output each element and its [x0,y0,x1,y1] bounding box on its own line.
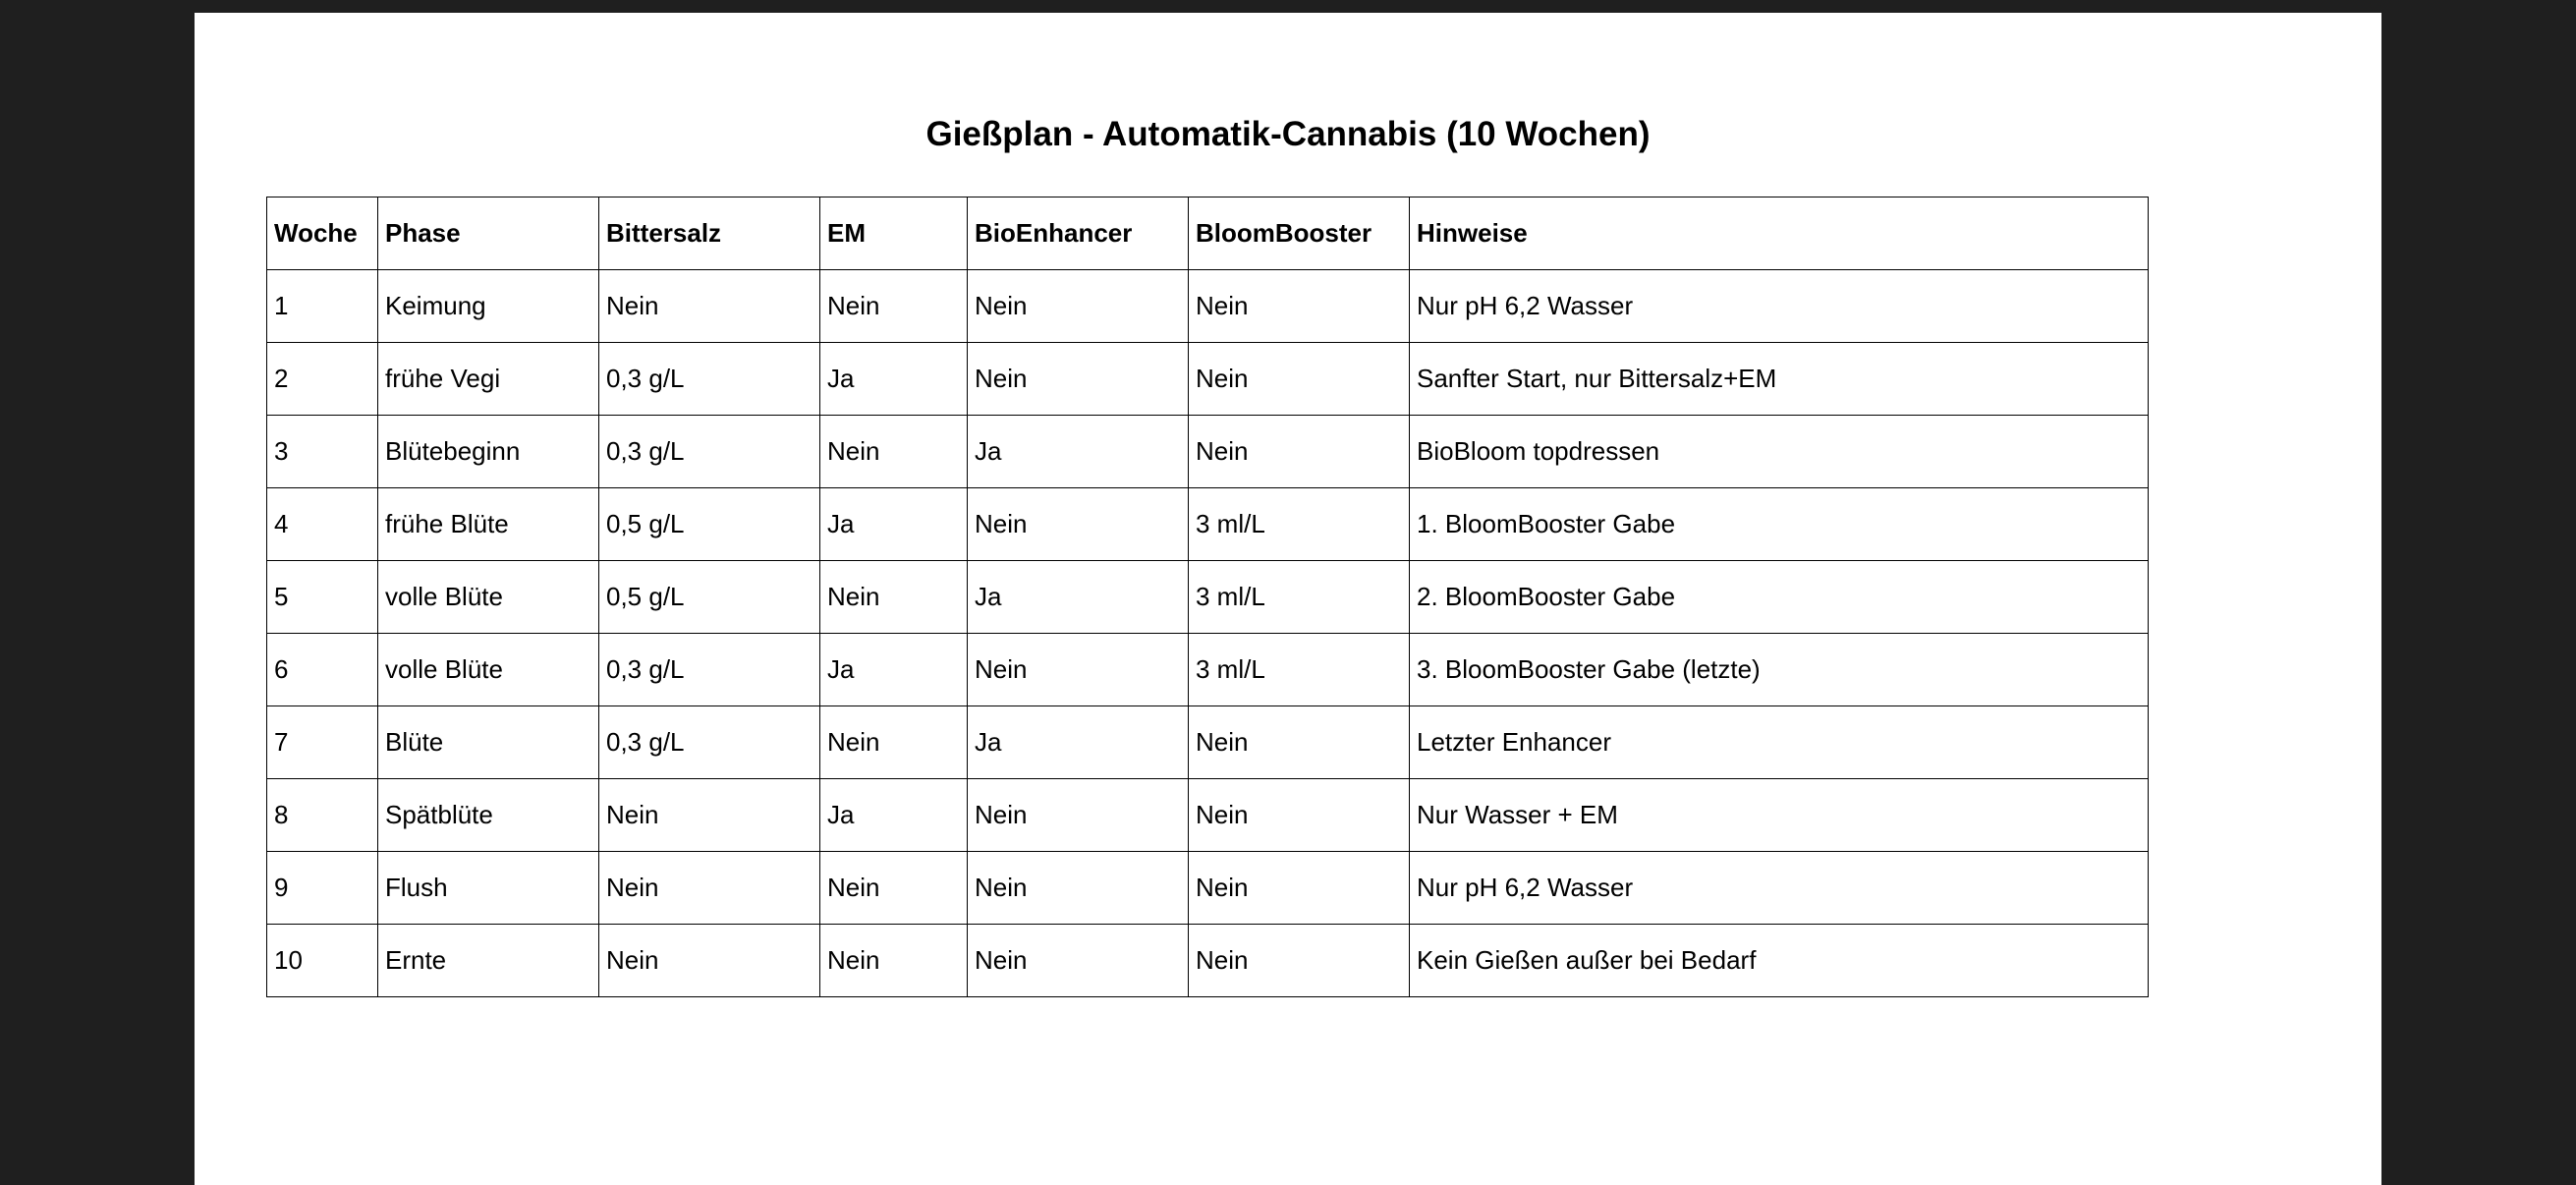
cell-em: Nein [820,561,968,634]
cell-bittersalz: Nein [599,925,820,997]
cell-phase: Spätblüte [378,779,599,852]
cell-bioenhancer: Ja [968,416,1189,488]
header-bittersalz: Bittersalz [599,198,820,270]
cell-bioenhancer: Nein [968,634,1189,706]
cell-woche: 7 [267,706,378,779]
cell-woche: 9 [267,852,378,925]
cell-em: Ja [820,779,968,852]
cell-phase: Blütebeginn [378,416,599,488]
cell-bittersalz: 0,3 g/L [599,634,820,706]
cell-woche: 1 [267,270,378,343]
cell-bloombooster: 3 ml/L [1189,561,1410,634]
table-row [267,270,2149,343]
table-row [267,416,2149,488]
cell-bittersalz: 0,3 g/L [599,343,820,416]
cell-phase: Flush [378,852,599,925]
cell-bittersalz: 0,5 g/L [599,488,820,561]
document-title: Gießplan - Automatik-Cannabis (10 Wochen) [925,115,1651,153]
cell-bittersalz: 0,3 g/L [599,416,820,488]
cell-bittersalz: 0,3 g/L [599,706,820,779]
cell-em: Nein [820,270,968,343]
cell-bioenhancer: Nein [968,270,1189,343]
cell-bloombooster: Nein [1189,852,1410,925]
cell-em: Ja [820,634,968,706]
cell-woche: 2 [267,343,378,416]
cell-bioenhancer: Nein [968,779,1189,852]
header-woche: Woche [267,198,378,270]
document-page [195,13,2381,1185]
cell-hinweise: Sanfter Start, nur Bittersalz+EM [1410,343,2149,416]
cell-bittersalz: 0,5 g/L [599,561,820,634]
cell-bittersalz: Nein [599,270,820,343]
cell-hinweise: 3. BloomBooster Gabe (letzte) [1410,634,2149,706]
cell-bloombooster: Nein [1189,270,1410,343]
table-row [267,634,2149,706]
table-row [267,779,2149,852]
cell-woche: 6 [267,634,378,706]
cell-bittersalz: Nein [599,779,820,852]
cell-bloombooster: Nein [1189,416,1410,488]
cell-woche: 4 [267,488,378,561]
cell-em: Nein [820,925,968,997]
cell-bloombooster: Nein [1189,779,1410,852]
cell-em: Nein [820,852,968,925]
cell-phase: frühe Blüte [378,488,599,561]
cell-hinweise: Nur Wasser + EM [1410,779,2149,852]
header-em: EM [820,198,968,270]
cell-bioenhancer: Nein [968,488,1189,561]
cell-em: Nein [820,706,968,779]
cell-bioenhancer: Ja [968,706,1189,779]
watering-schedule-table [266,197,2149,997]
cell-bloombooster: 3 ml/L [1189,488,1410,561]
cell-hinweise: Letzter Enhancer [1410,706,2149,779]
cell-em: Ja [820,488,968,561]
cell-woche: 8 [267,779,378,852]
table-row [267,488,2149,561]
cell-bioenhancer: Nein [968,925,1189,997]
cell-phase: Ernte [378,925,599,997]
table-row [267,706,2149,779]
cell-phase: Blüte [378,706,599,779]
cell-bloombooster: 3 ml/L [1189,634,1410,706]
table-header-row [267,198,2149,270]
header-hinweise: Hinweise [1410,198,2149,270]
cell-woche: 10 [267,925,378,997]
cell-bioenhancer: Nein [968,343,1189,416]
cell-bittersalz: Nein [599,852,820,925]
cell-bioenhancer: Ja [968,561,1189,634]
cell-hinweise: 2. BloomBooster Gabe [1410,561,2149,634]
cell-phase: Keimung [378,270,599,343]
cell-phase: volle Blüte [378,561,599,634]
cell-woche: 5 [267,561,378,634]
cell-bioenhancer: Nein [968,852,1189,925]
header-bioenhancer: BioEnhancer [968,198,1189,270]
table-row [267,343,2149,416]
cell-em: Nein [820,416,968,488]
cell-hinweise: Nur pH 6,2 Wasser [1410,852,2149,925]
cell-bloombooster: Nein [1189,343,1410,416]
table-row [267,561,2149,634]
cell-hinweise: Nur pH 6,2 Wasser [1410,270,2149,343]
table-row [267,925,2149,997]
cell-em: Ja [820,343,968,416]
header-bloombooster: BloomBooster [1189,198,1410,270]
cell-hinweise: Kein Gießen außer bei Bedarf [1410,925,2149,997]
header-phase: Phase [378,198,599,270]
table-row [267,852,2149,925]
cell-phase: volle Blüte [378,634,599,706]
cell-hinweise: 1. BloomBooster Gabe [1410,488,2149,561]
cell-bloombooster: Nein [1189,925,1410,997]
cell-hinweise: BioBloom topdressen [1410,416,2149,488]
cell-phase: frühe Vegi [378,343,599,416]
cell-bloombooster: Nein [1189,706,1410,779]
cell-woche: 3 [267,416,378,488]
